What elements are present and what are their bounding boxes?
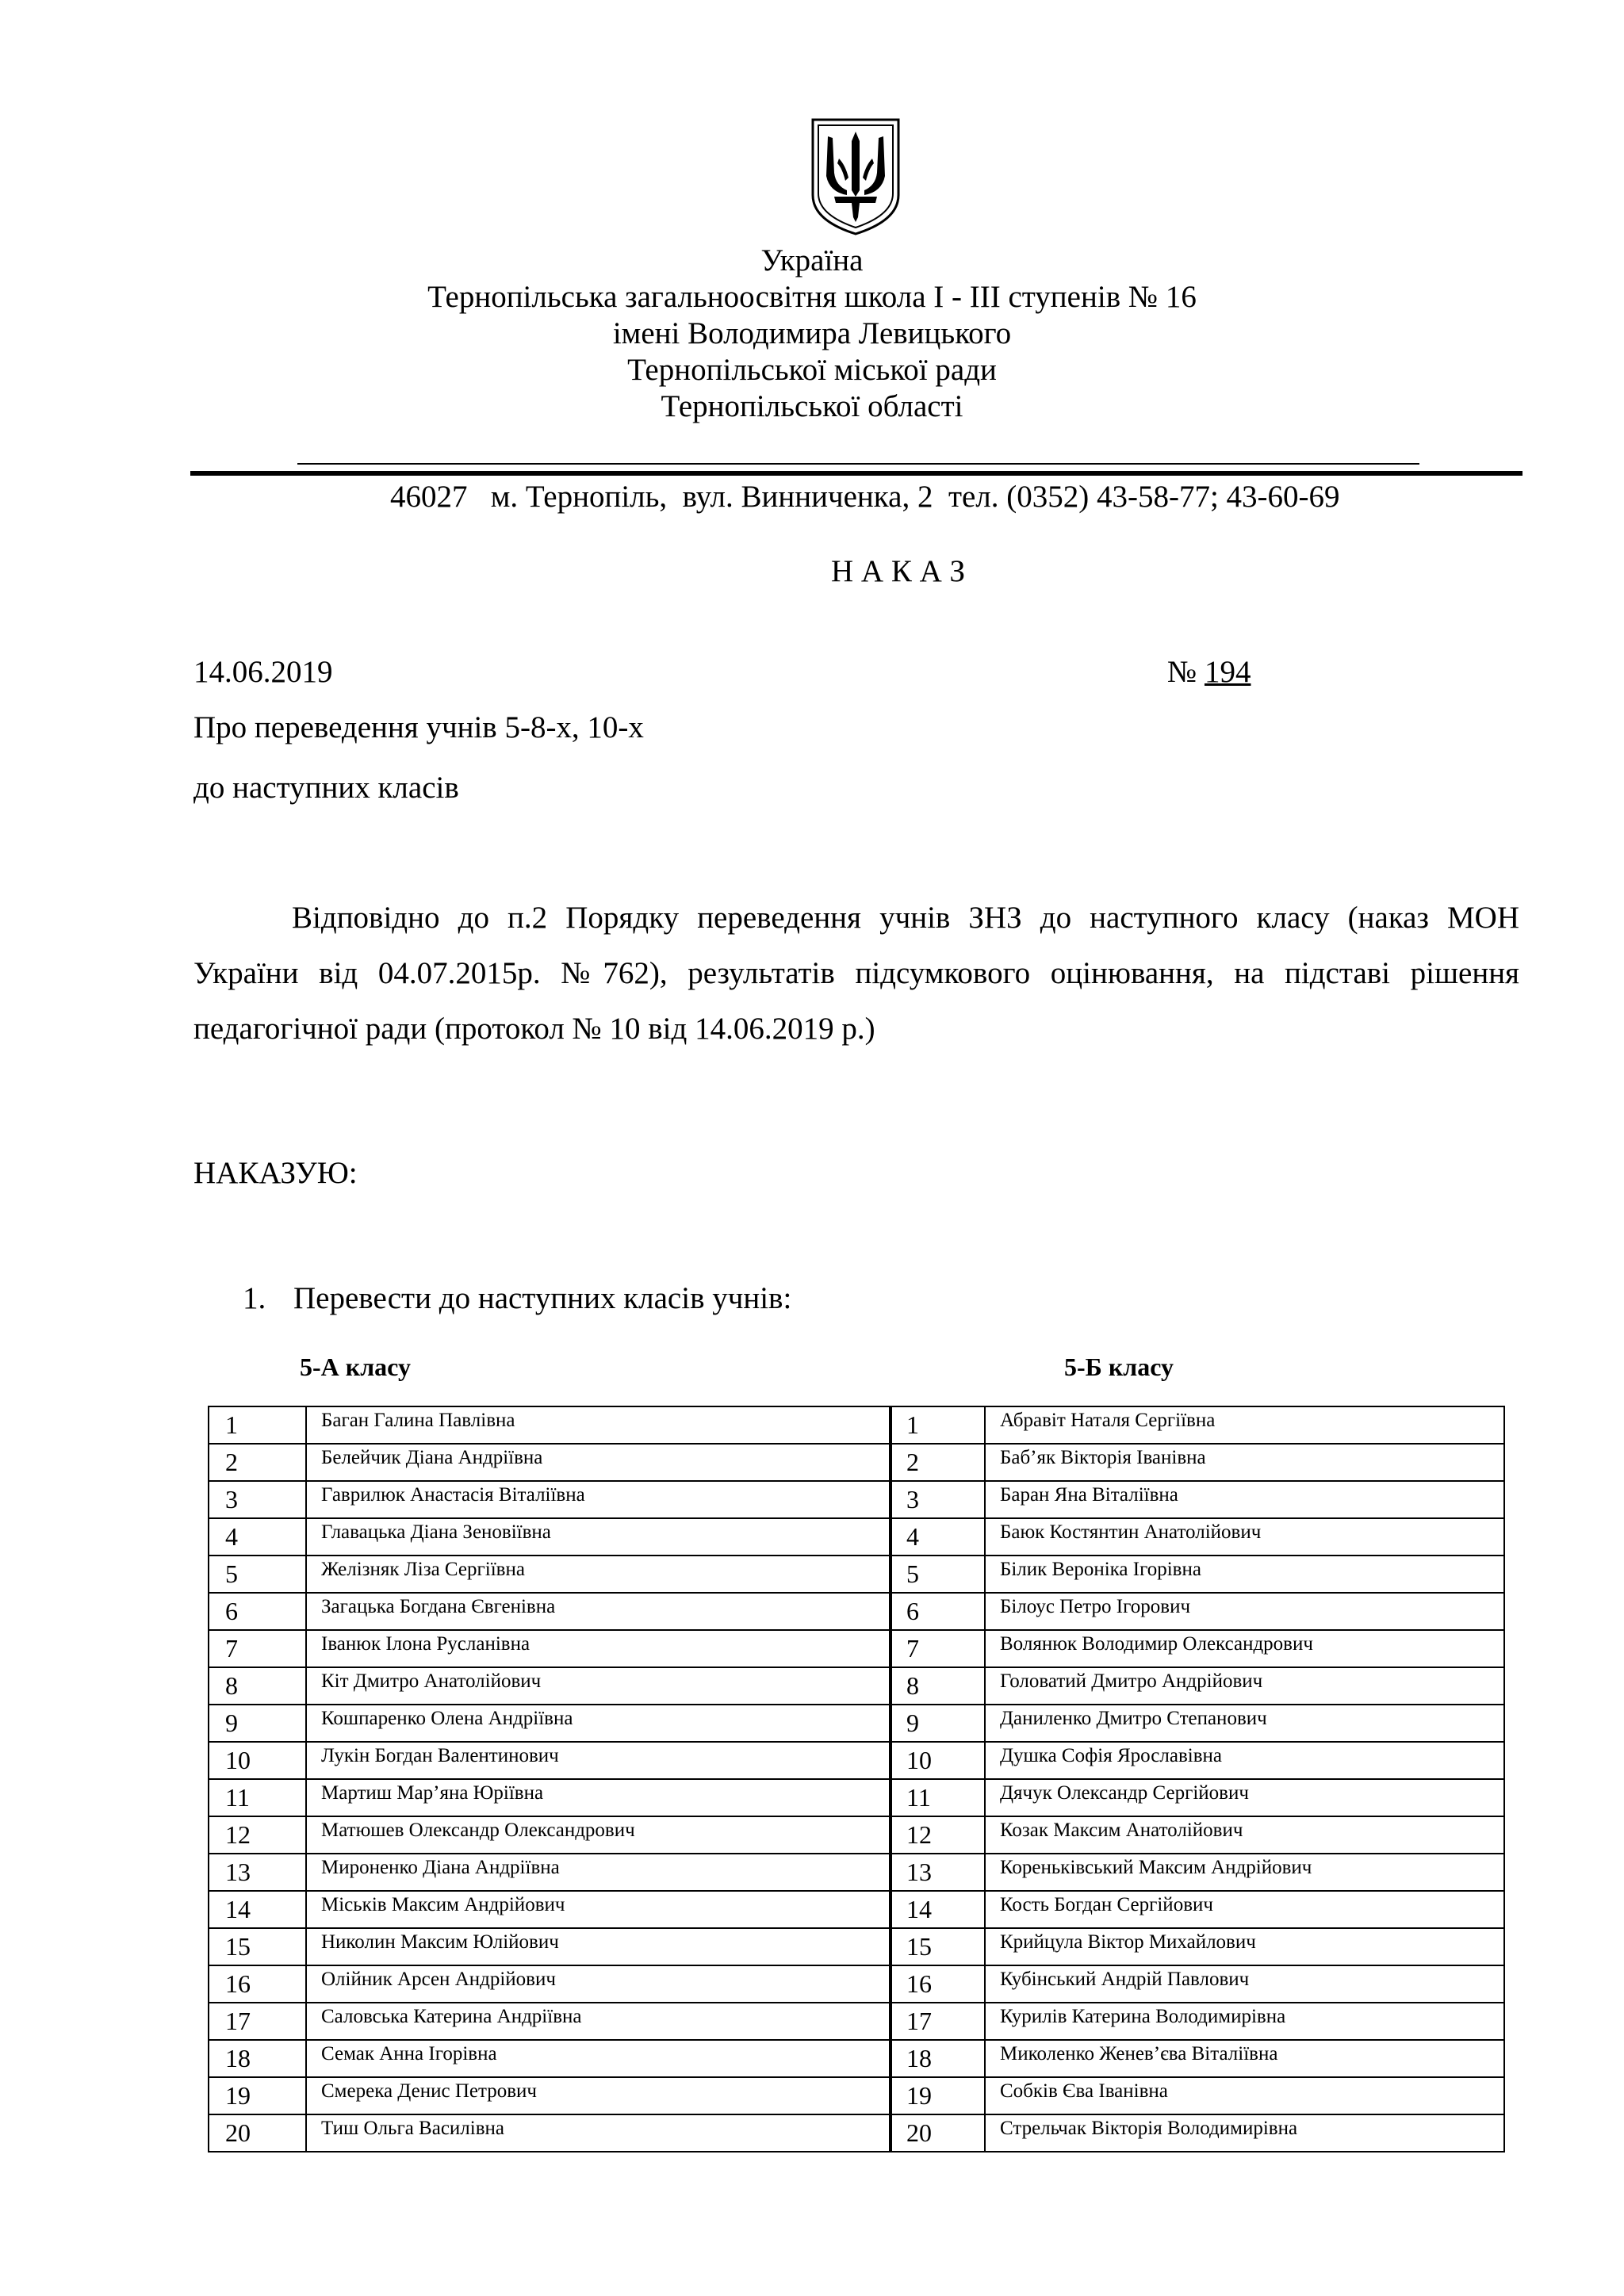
preamble-paragraph xyxy=(193,890,1519,1057)
student-number: 1 xyxy=(209,1406,306,1444)
table-row xyxy=(890,1667,1504,1705)
student-number: 14 xyxy=(890,1891,985,1928)
student-number: 6 xyxy=(209,1593,306,1630)
student-number: 19 xyxy=(890,2077,985,2114)
table-row xyxy=(890,1779,1504,1816)
table-row xyxy=(209,1816,891,1854)
student-number: 8 xyxy=(890,1667,985,1705)
student-number: 20 xyxy=(209,2114,306,2152)
student-number: 12 xyxy=(890,1816,985,1854)
order-subject-line1: Про переведення учнів 5-8-х, 10-х xyxy=(193,710,644,744)
student-number: 4 xyxy=(890,1518,985,1556)
table-row xyxy=(890,1891,1504,1928)
student-name: Кіт Дмитро Анатолійович xyxy=(306,1667,891,1705)
student-number: 17 xyxy=(890,2003,985,2040)
student-name: Абравіт Наталя Сергіївна xyxy=(985,1406,1504,1444)
student-number: 11 xyxy=(890,1779,985,1816)
table-row xyxy=(209,1965,891,2003)
student-number: 8 xyxy=(209,1667,306,1705)
student-number: 15 xyxy=(209,1928,306,1965)
table-row xyxy=(209,1556,891,1593)
table-row xyxy=(209,1891,891,1928)
table-row xyxy=(890,1965,1504,2003)
header-divider-thin xyxy=(297,463,1419,465)
table-row xyxy=(890,1742,1504,1779)
student-number: 9 xyxy=(890,1705,985,1742)
student-name: Даниленко Дмитро Степанович xyxy=(985,1705,1504,1742)
table-row xyxy=(890,2077,1504,2114)
student-name: Желізняк Ліза Сергіївна xyxy=(306,1556,891,1593)
student-number: 13 xyxy=(209,1854,306,1891)
student-number: 1 xyxy=(890,1406,985,1444)
student-name: Николин Максим Юлійович xyxy=(306,1928,891,1965)
student-number: 7 xyxy=(209,1630,306,1667)
table-row xyxy=(209,1518,891,1556)
table-row xyxy=(209,1928,891,1965)
student-name: Кость Богдан Сергійович xyxy=(985,1891,1504,1928)
student-name: Міськів Максим Андрійович xyxy=(306,1891,891,1928)
table-row xyxy=(209,1667,891,1705)
table-row xyxy=(890,1444,1504,1481)
student-number: 5 xyxy=(209,1556,306,1593)
student-name: Козак Максим Анатолійович xyxy=(985,1816,1504,1854)
student-number: 2 xyxy=(209,1444,306,1481)
table-row xyxy=(890,1816,1504,1854)
item-number: 1. xyxy=(243,1281,266,1315)
student-name: Белейчик Діана Андріївна xyxy=(306,1444,891,1481)
student-number: 3 xyxy=(890,1481,985,1518)
student-name: Дячук Олександр Сергійович xyxy=(985,1779,1504,1816)
student-number: 18 xyxy=(890,2040,985,2077)
table-row xyxy=(209,2003,891,2040)
student-name: Главацька Діана Зеновіївна xyxy=(306,1518,891,1556)
table-row xyxy=(890,1406,1504,1444)
student-name: Кубінський Андрій Павлович xyxy=(985,1965,1504,2003)
item-text: Перевести до наступних класів учнів: xyxy=(293,1281,792,1315)
table-row xyxy=(209,2114,891,2152)
student-name: Кореньківський Максим Андрійович xyxy=(985,1854,1504,1891)
student-name: Олійник Арсен Андрійович xyxy=(306,1965,891,2003)
region-name: Тернопільської області xyxy=(661,389,963,423)
student-name: Крийцула Віктор Михайлович xyxy=(985,1928,1504,1965)
student-name: Білоус Петро Ігорович xyxy=(985,1593,1504,1630)
table-row xyxy=(890,1630,1504,1667)
class-a-title: 5-А класу xyxy=(300,1353,411,1381)
student-name: Гаврилюк Анастасія Віталіївна xyxy=(306,1481,891,1518)
student-number: 14 xyxy=(209,1891,306,1928)
student-number: 3 xyxy=(209,1481,306,1518)
student-name: Миколенко Женев’єва Віталіївна xyxy=(985,2040,1504,2077)
table-row xyxy=(890,1556,1504,1593)
order-subject-line2: до наступних класів xyxy=(193,771,459,805)
student-number: 2 xyxy=(890,1444,985,1481)
student-number: 7 xyxy=(890,1630,985,1667)
student-number: 17 xyxy=(209,2003,306,2040)
student-name: Загацька Богдана Євгенівна xyxy=(306,1593,891,1630)
student-number: 10 xyxy=(890,1742,985,1779)
student-name: Лукін Богдан Валентинович xyxy=(306,1742,891,1779)
table-row xyxy=(209,1630,891,1667)
student-number: 6 xyxy=(890,1593,985,1630)
student-name: Стрельчак Вікторія Володимирівна xyxy=(985,2114,1504,2152)
student-name: Волянюк Володимир Олександрович xyxy=(985,1630,1504,1667)
student-name: Семак Анна Ігорівна xyxy=(306,2040,891,2077)
order-date: 14.06.2019 xyxy=(193,655,333,689)
directive-heading: НАКАЗУЮ: xyxy=(193,1156,358,1190)
header-divider-thick xyxy=(190,471,1522,476)
preamble-line: Відповідно до п.2 Порядку переведення учнів ЗНЗ до наступного класу (наказ МОН xyxy=(292,901,1519,935)
student-name: Матюшев Олександр Олександрович xyxy=(306,1816,891,1854)
preamble-line: України від 04.07.2015р. №762), результатів підсумкового оцінювання, на підставі рішення xyxy=(193,956,1519,990)
table-row xyxy=(890,1928,1504,1965)
student-number: 11 xyxy=(209,1779,306,1816)
student-number: 15 xyxy=(890,1928,985,1965)
student-name: Баган Галина Павлівна xyxy=(306,1406,891,1444)
table-row xyxy=(890,1518,1504,1556)
student-name: Баран Яна Віталіївна xyxy=(985,1481,1504,1518)
preamble-line: педагогічної ради (протокол № 10 від 14.06.2019 р.) xyxy=(193,1012,875,1046)
table-row xyxy=(209,1444,891,1481)
table-row xyxy=(209,1705,891,1742)
order-number: № 194 xyxy=(1167,655,1251,689)
class-b-title: 5-Б класу xyxy=(1064,1353,1174,1381)
student-name: Іванюк Ілона Русланівна xyxy=(306,1630,891,1667)
table-row xyxy=(890,1854,1504,1891)
class-a-table xyxy=(208,1406,892,2152)
student-name: Смерека Денис Петрович xyxy=(306,2077,891,2114)
student-name: Баюк Костянтин Анатолійович xyxy=(985,1518,1504,1556)
student-number: 9 xyxy=(209,1705,306,1742)
student-number: 18 xyxy=(209,2040,306,2077)
student-name: Головатий Дмитро Андрійович xyxy=(985,1667,1504,1705)
student-number: 16 xyxy=(890,1965,985,2003)
table-row xyxy=(890,1705,1504,1742)
table-row xyxy=(209,1742,891,1779)
table-row xyxy=(209,1854,891,1891)
school-name-line2: імені Володимира Левицького xyxy=(612,316,1012,350)
table-row xyxy=(209,2040,891,2077)
student-name: Баб’як Вікторія Іванівна xyxy=(985,1444,1504,1481)
student-name: Душка Софія Ярославівна xyxy=(985,1742,1504,1779)
student-number: 13 xyxy=(890,1854,985,1891)
student-number: 20 xyxy=(890,2114,985,2152)
table-row xyxy=(209,1406,891,1444)
table-row xyxy=(209,1779,891,1816)
school-address: 46027 м. Тернопіль, вул. Винниченка, 2 тел. (0352) 43-58-77; 43-60-69 xyxy=(390,480,1340,514)
student-number: 10 xyxy=(209,1742,306,1779)
table-row xyxy=(209,1593,891,1630)
student-name: Курилів Катерина Володимирівна xyxy=(985,2003,1504,2040)
trident-coat-of-arms-icon xyxy=(810,117,901,236)
student-number: 16 xyxy=(209,1965,306,2003)
student-name: Мартиш Мар’яна Юріївна xyxy=(306,1779,891,1816)
student-name: Собків Єва Іванівна xyxy=(985,2077,1504,2114)
table-row xyxy=(890,2040,1504,2077)
table-row xyxy=(890,1593,1504,1630)
student-name: Саловська Катерина Андріївна xyxy=(306,2003,891,2040)
student-number: 4 xyxy=(209,1518,306,1556)
city-council: Тернопільської міської ради xyxy=(627,353,997,387)
table-row xyxy=(890,1481,1504,1518)
class-b-table xyxy=(889,1406,1505,2152)
student-number: 5 xyxy=(890,1556,985,1593)
table-row xyxy=(209,1481,891,1518)
table-row xyxy=(890,2003,1504,2040)
student-number: 12 xyxy=(209,1816,306,1854)
school-name-line1: Тернопільська загальноосвітня школа І - ІІІ ступенів № 16 xyxy=(427,280,1197,314)
order-title: Н А К А З xyxy=(831,554,966,588)
student-name: Білик Вероніка Ігорівна xyxy=(985,1556,1504,1593)
student-name: Мироненко Діана Андріївна xyxy=(306,1854,891,1891)
table-row xyxy=(209,2077,891,2114)
country-name: Україна xyxy=(760,243,864,277)
table-row xyxy=(890,2114,1504,2152)
student-name: Тиш Ольга Василівна xyxy=(306,2114,891,2152)
student-number: 19 xyxy=(209,2077,306,2114)
student-name: Кошпаренко Олена Андріївна xyxy=(306,1705,891,1742)
